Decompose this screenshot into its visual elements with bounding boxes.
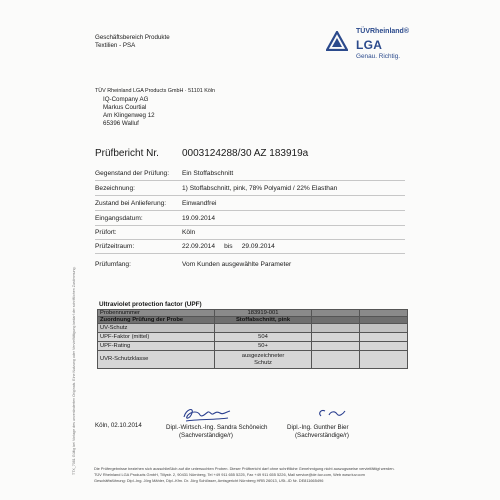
table-cell (312, 342, 360, 351)
field-value-designation: 1) Stoffabschnitt, pink, 78% Polyamid / 22% Elasthan (182, 185, 338, 192)
footer-management: Geschäftsführung: Dipl.-Ing. Jörg Mähler, Dipl.-Kfm. Dr. Jörg Schlösser, Amtsgericht Nürnberg HRB 26013, USt.-ID Nr. DE811665496 (94, 478, 324, 483)
table-cell: Probennummer (98, 310, 215, 317)
table-cell (360, 317, 408, 324)
field-label-receipt-date: Eingangsdatum: (95, 215, 143, 222)
table-cell: 504 (214, 333, 311, 342)
department-line-2: Textilien - PSA (95, 42, 136, 49)
recipient-company: IQ-Company AG (103, 96, 149, 103)
upf-table (97, 309, 408, 369)
table-row (98, 317, 408, 324)
upf-class-line-2: Schutz (254, 359, 272, 366)
table-row (98, 351, 408, 369)
signature-schoeneich-icon (180, 403, 240, 425)
table-cell: Stoffabschnitt, pink (214, 317, 311, 324)
table-cell (312, 351, 360, 369)
signatory-2-role: (Sachverständige/r) (295, 432, 349, 439)
divider (95, 225, 405, 226)
table-cell: 183919-001 (214, 310, 311, 317)
field-label-test-period: Prüfzeitraum: (95, 243, 135, 250)
field-value-receipt-date: 19.09.2014 (182, 215, 216, 222)
recipient-name: Markus Courtial (103, 104, 147, 111)
field-value-test-scope: Vom Kunden ausgewählte Parameter (182, 261, 292, 268)
field-value-test-period: 22.09.2014 bis 29.09.2014 (182, 243, 275, 250)
field-value-test-location: Köln (182, 229, 196, 236)
divider (95, 253, 405, 254)
signatory-1-name: Dipl.-Wirtsch.-Ing. Sandra Schöneich (166, 424, 268, 431)
field-label-condition: Zustand bei Anlieferung: (95, 200, 167, 207)
divider (95, 210, 405, 211)
table-cell (312, 317, 360, 324)
table-cell (360, 310, 408, 317)
logo-brand-text: TÜVRheinland® (356, 28, 409, 35)
table-cell (360, 324, 408, 333)
table-cell (312, 333, 360, 342)
table-cell (360, 333, 408, 342)
table-cell: UVR-Schutzklasse (98, 351, 215, 369)
table-cell: 50+ (214, 342, 311, 351)
table-row (98, 310, 408, 317)
sender-line: TÜV Rheinland LGA Products GmbH · 51101 Köln (95, 88, 216, 94)
table-cell (214, 324, 311, 333)
signatory-1-role: (Sachverständige/r) (179, 432, 233, 439)
divider (95, 195, 405, 196)
report-label: Prüfbericht Nr. (95, 148, 159, 159)
table-cell (312, 310, 360, 317)
logo-lga-text: LGA (356, 38, 383, 52)
upf-table-title: Ultraviolet protection factor (UPF) (99, 301, 202, 308)
table-cell (312, 324, 360, 333)
table-row (98, 324, 408, 333)
table-cell: UPF-Faktor (mittel) (98, 333, 215, 342)
recipient-street: Am Klingenweg 12 (103, 112, 155, 119)
field-label-test-scope: Prüfumfang: (95, 261, 131, 268)
field-value-subject: Ein Stoffabschnitt (182, 170, 234, 177)
field-label-designation: Bezeichnung: (95, 185, 135, 192)
table-cell (360, 351, 408, 369)
side-note: TTX_7081 Gültig bei Vorlage des unveränderten Originals. Eine Nutzung oder Vervielfältigung bedarf der schriftlichen Zustimmung. (72, 266, 76, 475)
upf-class-line-1: ausgezeichneter (241, 352, 285, 359)
tuv-triangle-logo-icon (326, 31, 348, 51)
field-value-condition: Einwandfrei (182, 200, 217, 207)
table-row (98, 342, 408, 351)
place-date: Köln, 02.10.2014 (95, 422, 142, 429)
table-cell: UV-Schutz (98, 324, 215, 333)
footer-address: TÜV Rheinland LGA Products GmbH, Tillystr. 2, 90431 Nürnberg, Tel +49 911 655 5225, Fax +49 911 655 5226, Mail service@de.tuv.com, Web www.tuv.com (94, 472, 365, 477)
table-cell (214, 351, 311, 369)
signature-bier-icon (315, 405, 355, 423)
divider (95, 239, 405, 240)
field-label-test-location: Prüfort: (95, 229, 117, 236)
field-label-subject: Gegenstand der Prüfung: (95, 170, 170, 177)
table-cell (360, 342, 408, 351)
report-number: 0003124288/30 AZ 183919a (182, 148, 309, 159)
signatory-2-name: Dipl.-Ing. Gunther Bier (287, 424, 349, 431)
department-line-1: Geschäftsbereich Produkte (95, 34, 170, 41)
table-cell: Zuordnung Prüfung der Probe (98, 317, 215, 324)
footer-disclaimer: Die Prüfergebnisse beziehen sich ausschließlich auf die untersuchten Proben. Dieser Prüfbericht darf ohne schriftliche Genehmigung nicht auszugsweise vervielfältigt werden. (94, 466, 395, 471)
recipient-city: 65396 Walluf (103, 120, 139, 127)
table-cell: UPF-Rating (98, 342, 215, 351)
table-row (98, 333, 408, 342)
divider (95, 180, 405, 181)
logo-tagline: Genau. Richtig. (356, 53, 401, 60)
